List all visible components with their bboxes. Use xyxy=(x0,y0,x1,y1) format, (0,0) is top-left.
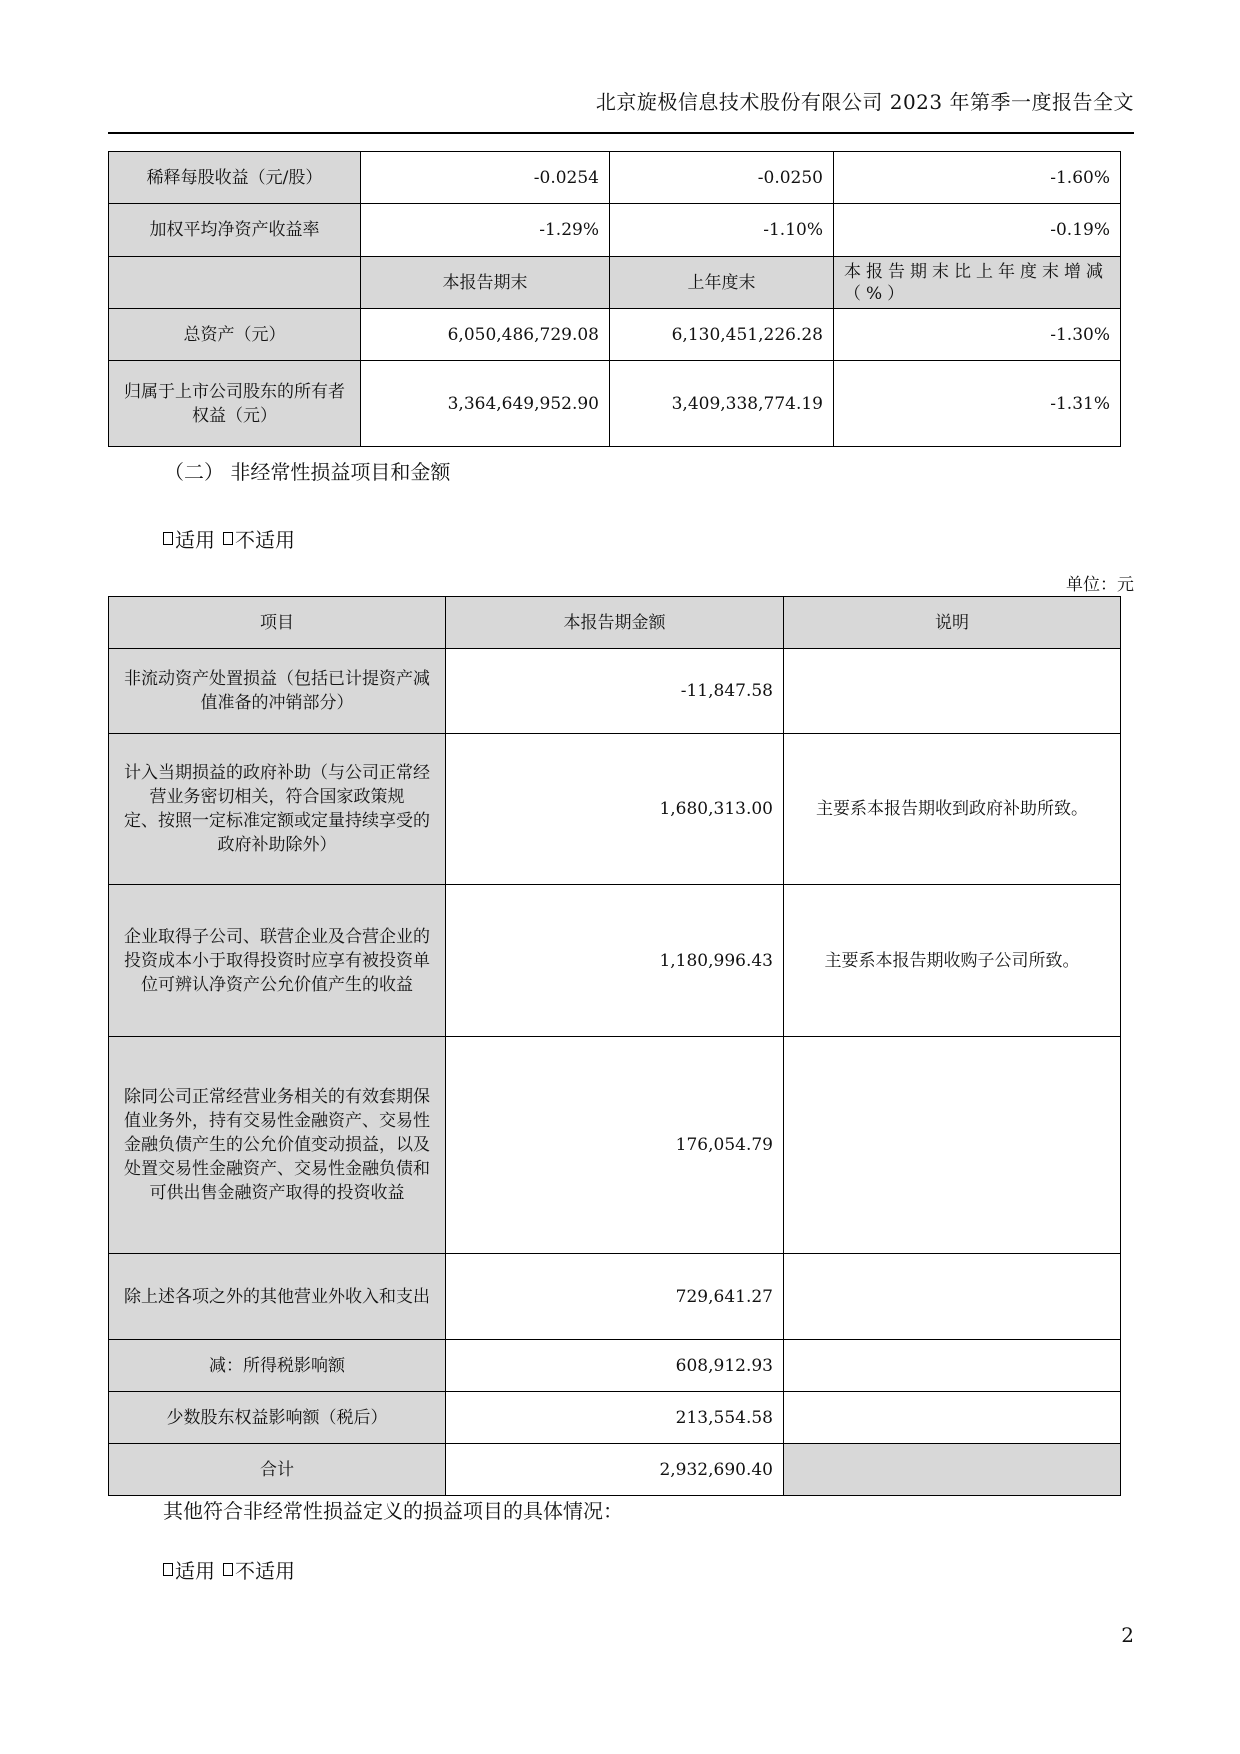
key-financial-table xyxy=(108,151,1121,447)
amount-cell: 608,912.93 xyxy=(446,1340,784,1392)
prior-value: 6,130,451,226.28 xyxy=(610,309,834,361)
item-cell: 除上述各项之外的其他营业外收入和支出 xyxy=(109,1254,446,1340)
row-label: 加权平均净资产收益率 xyxy=(109,204,361,257)
amount-cell: 1,680,313.00 xyxy=(446,734,784,885)
current-value: 3,364,649,952.90 xyxy=(361,361,610,447)
row-label: 稀释每股收益（元/股） xyxy=(109,152,361,204)
item-cell: 合计 xyxy=(109,1444,446,1496)
not-applicable-label: 不适用 xyxy=(235,528,295,552)
column-header: 项目 xyxy=(109,597,446,649)
table-row xyxy=(109,1392,1121,1444)
checked-box-icon xyxy=(223,1563,233,1576)
table-row xyxy=(109,734,1121,885)
header-divider xyxy=(108,132,1134,134)
not-applicable-label: 不适用 xyxy=(235,1559,295,1583)
unchecked-box-icon xyxy=(163,1563,173,1576)
note-cell xyxy=(784,1392,1121,1444)
total-row xyxy=(109,1444,1121,1496)
item-cell: 企业取得子公司、联营企业及合营企业的投资成本小于取得投资时应享有被投资单位可辨认净资产公允价值产生的收益 xyxy=(109,885,446,1037)
column-header: 说明 xyxy=(784,597,1121,649)
column-header: 本报告期金额 xyxy=(446,597,784,649)
row-label: 归属于上市公司股东的所有者权益（元） xyxy=(109,361,361,447)
item-cell: 少数股东权益影响额（税后） xyxy=(109,1392,446,1444)
item-cell: 减：所得税影响额 xyxy=(109,1340,446,1392)
nonrecurring-table xyxy=(108,596,1121,1496)
note-cell xyxy=(784,649,1121,734)
unchecked-box-icon xyxy=(223,532,233,545)
table-row xyxy=(109,885,1121,1037)
applicability-line-2 xyxy=(163,1555,295,1584)
current-value: -0.0254 xyxy=(361,152,610,204)
amount-cell: 1,180,996.43 xyxy=(446,885,784,1037)
table-row xyxy=(109,1340,1121,1392)
column-header: 本报告期末比上年度末增减（%） xyxy=(834,257,1121,309)
column-header: 本报告期末 xyxy=(361,257,610,309)
current-value: -1.29% xyxy=(361,204,610,257)
amount-cell: 176,054.79 xyxy=(446,1037,784,1254)
applicability-line xyxy=(163,524,295,553)
amount-cell: 2,932,690.40 xyxy=(446,1444,784,1496)
change-value: -1.60% xyxy=(834,152,1121,204)
note-cell: 主要系本报告期收到政府补助所致。 xyxy=(784,734,1121,885)
table-row xyxy=(109,204,1121,257)
change-value: -0.19% xyxy=(834,204,1121,257)
note-cell xyxy=(784,1254,1121,1340)
table-row xyxy=(109,309,1121,361)
change-value: -1.30% xyxy=(834,309,1121,361)
item-cell: 计入当期损益的政府补助（与公司正常经营业务密切相关，符合国家政策规 定、按照一定标准定额或定量持续享受的政府补助除外） xyxy=(109,734,446,885)
unit-label: 单位：元 xyxy=(1066,575,1134,595)
page-header: 北京旋极信息技术股份有限公司 2023 年第季一度报告全文 xyxy=(595,90,1134,114)
table-row xyxy=(109,152,1121,204)
prior-value: -1.10% xyxy=(610,204,834,257)
item-cell: 除同公司正常经营业务相关的有效套期保值业务外，持有交易性金融资产、交易性金融负债产生的公允价值变动损益，以及处置交易性金融资产、交易性金融负债和可供出售金融资产取得的投资收益 xyxy=(109,1037,446,1254)
other-items-note: 其他符合非经常性损益定义的损益项目的具体情况： xyxy=(163,1499,623,1523)
table-header-row xyxy=(109,597,1121,649)
note-cell xyxy=(784,1340,1121,1392)
table-header-row xyxy=(109,257,1121,309)
table-row xyxy=(109,361,1121,447)
table-row xyxy=(109,1254,1121,1340)
page-number: 2 xyxy=(1121,1623,1134,1647)
note-cell: 主要系本报告期收购子公司所致。 xyxy=(784,885,1121,1037)
row-label: 总资产（元） xyxy=(109,309,361,361)
table-row xyxy=(109,1037,1121,1254)
applicable-label: 适用 xyxy=(175,1559,215,1583)
note-cell xyxy=(784,1037,1121,1254)
prior-value: 3,409,338,774.19 xyxy=(610,361,834,447)
amount-cell: 729,641.27 xyxy=(446,1254,784,1340)
note-cell xyxy=(784,1444,1121,1496)
prior-value: -0.0250 xyxy=(610,152,834,204)
table-row xyxy=(109,649,1121,734)
change-value: -1.31% xyxy=(834,361,1121,447)
empty-header-cell xyxy=(109,257,361,309)
applicable-label: 适用 xyxy=(175,528,215,552)
column-header: 上年度末 xyxy=(610,257,834,309)
current-value: 6,050,486,729.08 xyxy=(361,309,610,361)
item-cell: 非流动资产处置损益（包括已计提资产减值准备的冲销部分） xyxy=(109,649,446,734)
amount-cell: 213,554.58 xyxy=(446,1392,784,1444)
amount-cell: -11,847.58 xyxy=(446,649,784,734)
section-title: （二） 非经常性损益项目和金额 xyxy=(164,460,451,484)
checked-box-icon xyxy=(163,532,173,545)
